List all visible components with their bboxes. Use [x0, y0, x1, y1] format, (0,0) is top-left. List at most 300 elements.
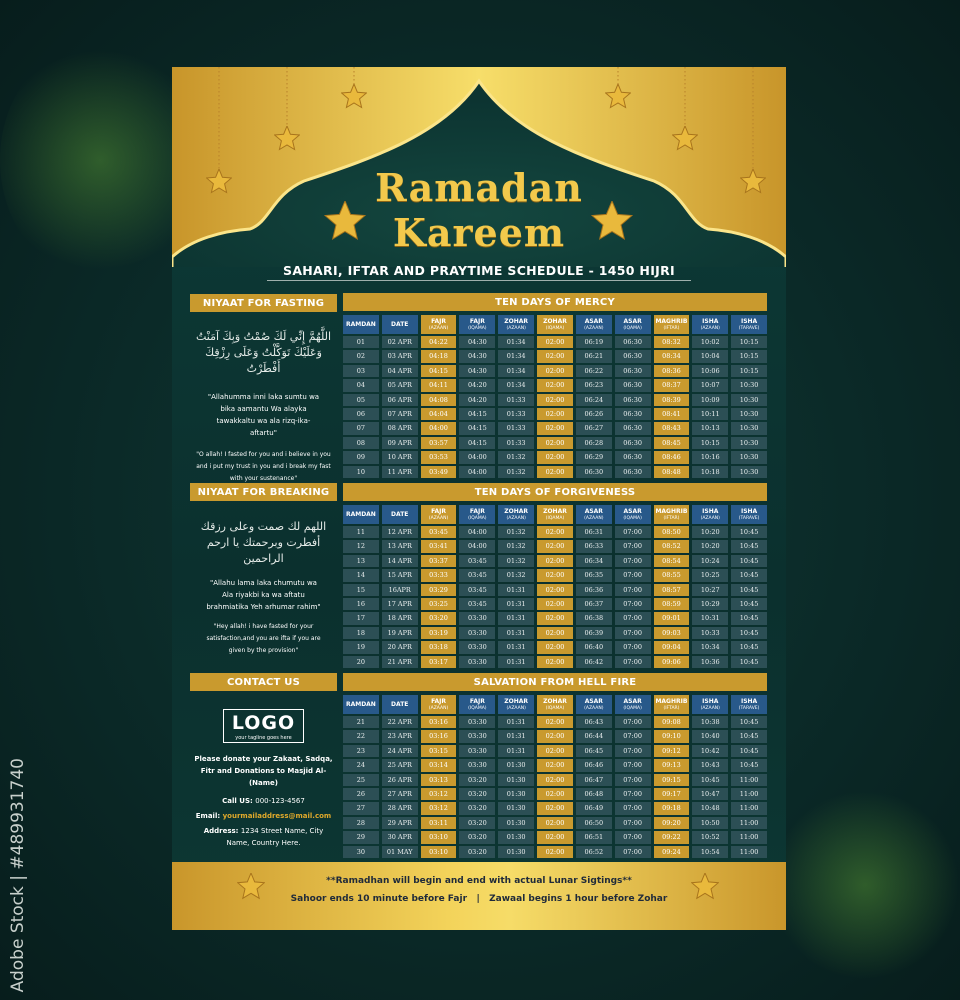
table-cell: 08:57	[654, 584, 690, 596]
stock-id-watermark	[6, 757, 30, 993]
table-cell: 02:00	[537, 437, 573, 449]
table-cell: 16	[343, 598, 379, 610]
email	[190, 810, 337, 822]
column-header-label: MAGHRIB	[655, 317, 688, 325]
table-cell: 02:00	[537, 745, 573, 757]
column-header-sublabel: (AZAAN)	[584, 325, 604, 331]
table-cell: 10:13	[692, 422, 728, 434]
column-header	[731, 315, 767, 334]
column-header-label: ZOHAR	[504, 697, 529, 705]
table-cell: 10:18	[692, 466, 728, 478]
table-cell: 03:14	[421, 759, 457, 771]
table-cell: 02:00	[537, 759, 573, 771]
table-cell: 01:31	[498, 730, 534, 742]
table-cell: 06:37	[576, 598, 612, 610]
table-cell: 10:29	[692, 598, 728, 610]
table-cell: 01:34	[498, 336, 534, 348]
table-cell: 01:33	[498, 422, 534, 434]
table-cell: 28 APR	[382, 802, 418, 814]
table-cell: 10:11	[692, 408, 728, 420]
table-cell: 09:08	[654, 716, 690, 728]
table-cell: 02:00	[537, 394, 573, 406]
table-cell: 01:30	[498, 774, 534, 786]
table-cell: 22 APR	[382, 716, 418, 728]
column-header-sublabel: (IQAMA)	[545, 515, 565, 521]
contact-us-heading: CONTACT US	[190, 673, 337, 691]
table-cell: 03:45	[459, 584, 495, 596]
table-cell: 07:00	[615, 612, 651, 624]
email-label: Email:	[195, 812, 221, 820]
table-cell: 01:32	[498, 526, 534, 538]
table-cell: 21 APR	[382, 656, 418, 668]
column-header	[731, 505, 767, 524]
table-cell: 02:00	[537, 451, 573, 463]
table-cell: 10:45	[731, 641, 767, 653]
table-cell: 06:23	[576, 379, 612, 391]
table-cell: 10:06	[692, 365, 728, 377]
table-cell: 03:20	[459, 817, 495, 829]
table-cell: 06:47	[576, 774, 612, 786]
column-header-sublabel: (IFTAR)	[663, 515, 680, 521]
table-cell: 15 APR	[382, 569, 418, 581]
column-header	[459, 505, 495, 524]
table-cell: 30 APR	[382, 831, 418, 843]
table-cell: 06:35	[576, 569, 612, 581]
table-cell: 10:45	[731, 598, 767, 610]
table-cell: 06:30	[615, 336, 651, 348]
table-cell: 20	[343, 656, 379, 668]
table-cell: 01	[343, 336, 379, 348]
table-cell: 13	[343, 555, 379, 567]
logo-text: LOGO	[231, 712, 296, 734]
table-cell: 02:00	[537, 350, 573, 362]
table-cell: 08:37	[654, 379, 690, 391]
table-cell: 02 APR	[382, 336, 418, 348]
table-cell: 04:00	[421, 422, 457, 434]
table-cell: 10:04	[692, 350, 728, 362]
column-header	[382, 695, 418, 714]
table-cell: 02:00	[537, 598, 573, 610]
table-cell: 06:44	[576, 730, 612, 742]
column-header-label: FAJR	[431, 697, 446, 705]
table-cell: 01:31	[498, 627, 534, 639]
table-cell: 10:45	[731, 730, 767, 742]
table-cell: 01 MAY	[382, 846, 418, 858]
table-cell: 10:30	[731, 466, 767, 478]
table-cell: 03:20	[459, 831, 495, 843]
table-cell: 18	[343, 627, 379, 639]
table-cell: 10:15	[692, 437, 728, 449]
donate-text: Please donate your Zakaat, Sadqa, Fitr and Donations to Masjid Al-(Name)	[194, 755, 333, 787]
table-cell: 11:00	[731, 774, 767, 786]
ramadan-schedule-poster	[172, 67, 786, 930]
table-cell: 04:00	[459, 540, 495, 552]
star-ornament-icon	[237, 873, 265, 905]
column-header	[459, 315, 495, 334]
table-cell: 03:16	[421, 716, 457, 728]
table-cell: 02:00	[537, 526, 573, 538]
table-cell: 15	[343, 584, 379, 596]
column-header-label: ISHA	[740, 317, 758, 325]
column-header-label: ASAR	[623, 317, 642, 325]
table-cell: 02:00	[537, 716, 573, 728]
star-ornament-icon	[605, 84, 631, 114]
column-header-label: ISHA	[702, 507, 719, 515]
column-header-sublabel: (IQAMA)	[468, 325, 487, 331]
table-cell: 05 APR	[382, 379, 418, 391]
column-header	[421, 505, 457, 524]
column-header-label: ASAR	[623, 507, 642, 515]
table-cell: 10:30	[731, 437, 767, 449]
table-cell: 10:24	[692, 555, 728, 567]
table-cell: 20 APR	[382, 641, 418, 653]
table-cell: 01:32	[498, 540, 534, 552]
column-header-label: ZOHAR	[543, 507, 567, 515]
table-cell: 10:45	[731, 555, 767, 567]
table-cell: 02:00	[537, 817, 573, 829]
table-cell: 01:31	[498, 745, 534, 757]
table-cell: 06:39	[576, 627, 612, 639]
niyaat-fasting-heading: NIYAAT FOR FASTING	[190, 294, 337, 312]
column-header-sublabel: (TARAVE)	[738, 515, 760, 521]
email-link[interactable]: yourmailaddress@mail.com	[222, 812, 332, 820]
table-cell: 08	[343, 437, 379, 449]
table-cell: 06:49	[576, 802, 612, 814]
table-cell: 06:46	[576, 759, 612, 771]
stock-id-text: Adobe Stock | #489931740	[8, 757, 28, 993]
table-cell: 06:30	[615, 466, 651, 478]
table-cell: 01:31	[498, 612, 534, 624]
table-cell: 28	[343, 817, 379, 829]
table-cell: 03:18	[421, 641, 457, 653]
table-cell: 10:15	[731, 350, 767, 362]
schedule-table	[343, 505, 767, 668]
table-cell: 03:30	[459, 627, 495, 639]
table-cell: 03:10	[421, 831, 457, 843]
table-cell: 29 APR	[382, 817, 418, 829]
breaking-transliteration: "Allahu lama laka chumutu wa Ala riyakbi ka wa aftatu brahmiatika Yeh arhumar rahim"	[206, 579, 321, 611]
column-header-label: ZOHAR	[543, 317, 567, 325]
table-cell: 04 APR	[382, 365, 418, 377]
table-cell: 25	[343, 774, 379, 786]
table-cell: 01:30	[498, 788, 534, 800]
table-cell: 02:00	[537, 555, 573, 567]
table-cell: 10:45	[731, 759, 767, 771]
column-header	[692, 315, 728, 334]
address	[190, 825, 337, 849]
table-cell: 10:02	[692, 336, 728, 348]
table-cell: 03:17	[421, 656, 457, 668]
table-cell: 04:11	[421, 379, 457, 391]
logo-tagline: your tagline goes here	[235, 735, 292, 741]
table-cell: 07	[343, 422, 379, 434]
column-header-sublabel: (IQAMA)	[623, 705, 642, 711]
table-cell: 12	[343, 540, 379, 552]
table-cell: 01:32	[498, 451, 534, 463]
table-cell: 03:10	[421, 846, 457, 858]
table-cell: 06:30	[615, 422, 651, 434]
table-cell: 02:00	[537, 641, 573, 653]
table-cell: 11 APR	[382, 466, 418, 478]
table-cell: 03:13	[421, 774, 457, 786]
table-cell: 03:49	[421, 466, 457, 478]
table-cell: 03:20	[459, 846, 495, 858]
table-cell: 07:00	[615, 716, 651, 728]
column-header-label: ZOHAR	[504, 507, 529, 515]
bokeh-glow	[0, 40, 200, 280]
table-cell: 06	[343, 408, 379, 420]
table-cell: 09:24	[654, 846, 690, 858]
table-cell: 06:51	[576, 831, 612, 843]
table-cell: 11:00	[731, 802, 767, 814]
table-cell: 03:33	[421, 569, 457, 581]
table-cell: 10	[343, 466, 379, 478]
table-cell: 01:30	[498, 759, 534, 771]
table-cell: 06:27	[576, 422, 612, 434]
table-cell: 01:31	[498, 641, 534, 653]
table-cell: 04:22	[421, 336, 457, 348]
column-header-sublabel: (AZAAN)	[506, 705, 526, 711]
table-cell: 08:32	[654, 336, 690, 348]
table-cell: 11:00	[731, 846, 767, 858]
divider	[267, 280, 691, 281]
table-cell: 02:00	[537, 422, 573, 434]
column-header-label: RAMDAN	[345, 701, 376, 708]
column-header	[343, 505, 379, 524]
column-header-label: FAJR	[431, 507, 446, 515]
table-cell: 04:00	[459, 526, 495, 538]
table-cell: 03 APR	[382, 350, 418, 362]
table-cell: 07:00	[615, 627, 651, 639]
section-title: SALVATION FROM HELL FIRE	[343, 673, 767, 691]
column-header-label: ZOHAR	[504, 317, 529, 325]
table-cell: 06:33	[576, 540, 612, 552]
call-us	[190, 795, 337, 807]
table-cell: 03:11	[421, 817, 457, 829]
table-cell: 10:45	[731, 627, 767, 639]
table-cell: 10:45	[731, 656, 767, 668]
column-header-label: ZOHAR	[543, 697, 567, 705]
zawaal-note: Zawaal begins 1 hour before Zohar	[489, 894, 668, 904]
table-cell: 24	[343, 759, 379, 771]
table-cell: 07:00	[615, 745, 651, 757]
table-cell: 04:15	[421, 365, 457, 377]
table-cell: 03:45	[459, 555, 495, 567]
table-cell: 06:28	[576, 437, 612, 449]
table-cell: 13 APR	[382, 540, 418, 552]
table-cell: 06:36	[576, 584, 612, 596]
table-cell: 02:00	[537, 774, 573, 786]
table-cell: 02:00	[537, 846, 573, 858]
table-cell: 06:52	[576, 846, 612, 858]
column-header-label: FAJR	[469, 697, 485, 705]
column-header-sublabel: (AZAAN)	[700, 325, 720, 331]
phone-number[interactable]: 000-123-4567	[255, 797, 305, 805]
column-header	[498, 505, 534, 524]
column-header	[615, 505, 651, 524]
table-cell: 06:48	[576, 788, 612, 800]
table-cell: 06:29	[576, 451, 612, 463]
table-cell: 07:00	[615, 788, 651, 800]
column-header-label: ISHA	[702, 317, 719, 325]
table-cell: 03:16	[421, 730, 457, 742]
address-label: Address:	[203, 827, 239, 835]
table-cell: 23 APR	[382, 730, 418, 742]
column-header-sublabel: (AZAAN)	[428, 705, 449, 711]
table-cell: 06:31	[576, 526, 612, 538]
column-header-label: FAJR	[469, 317, 485, 325]
column-header	[615, 695, 651, 714]
table-cell: 09:20	[654, 817, 690, 829]
table-cell: 10:36	[692, 656, 728, 668]
table-cell: 04:30	[459, 365, 495, 377]
niyaat-breaking-block	[190, 519, 337, 657]
table-cell: 12 APR	[382, 526, 418, 538]
table-cell: 10:07	[692, 379, 728, 391]
star-ornament-icon	[672, 126, 698, 156]
table-cell: 04:00	[459, 466, 495, 478]
table-cell: 02:00	[537, 788, 573, 800]
table-cell: 25 APR	[382, 759, 418, 771]
table-cell: 10:16	[692, 451, 728, 463]
table-cell: 06:38	[576, 612, 612, 624]
table-cell: 07:00	[615, 641, 651, 653]
table-cell: 01:31	[498, 656, 534, 668]
column-header	[343, 695, 379, 714]
column-header-sublabel: (TARAVE)	[738, 325, 760, 331]
schedule-table	[343, 315, 767, 478]
column-header	[731, 695, 767, 714]
table-cell: 06:30	[615, 350, 651, 362]
table-cell: 08:43	[654, 422, 690, 434]
star-ornament-icon	[341, 84, 367, 114]
column-header-label: FAJR	[431, 317, 446, 325]
table-cell: 06:30	[576, 466, 612, 478]
table-cell: 10:30	[731, 379, 767, 391]
table-cell: 02:00	[537, 656, 573, 668]
column-header	[576, 315, 612, 334]
table-cell: 08:50	[654, 526, 690, 538]
table-cell: 02:00	[537, 569, 573, 581]
table-cell: 03:37	[421, 555, 457, 567]
table-cell: 03:20	[459, 788, 495, 800]
table-cell: 10:45	[731, 612, 767, 624]
star-ornament-icon	[691, 873, 719, 905]
table-cell: 02:00	[537, 730, 573, 742]
fasting-translation: "O allah! I fasted for you and i believe in you and i put my trust in you and i break my fast with your sustenance"	[196, 451, 331, 482]
separator: |	[476, 894, 480, 904]
column-header	[498, 695, 534, 714]
table-cell: 04:04	[421, 408, 457, 420]
column-header-label: ASAR	[584, 507, 603, 515]
table-cell: 07:00	[615, 774, 651, 786]
table-cell: 01:31	[498, 598, 534, 610]
table-cell: 04	[343, 379, 379, 391]
column-header	[421, 315, 457, 334]
column-header	[576, 505, 612, 524]
column-header-label: MAGHRIB	[655, 697, 688, 705]
table-cell: 01:33	[498, 437, 534, 449]
table-cell: 01:30	[498, 831, 534, 843]
table-cell: 10 APR	[382, 451, 418, 463]
table-cell: 04:20	[459, 379, 495, 391]
table-cell: 06:42	[576, 656, 612, 668]
table-cell: 18 APR	[382, 612, 418, 624]
column-header-sublabel: (AZAAN)	[584, 515, 604, 521]
column-header	[654, 505, 690, 524]
table-cell: 02:00	[537, 336, 573, 348]
column-header-sublabel: (IQAMA)	[623, 515, 642, 521]
table-cell: 04:00	[459, 451, 495, 463]
table-cell: 03:30	[459, 641, 495, 653]
table-cell: 07:00	[615, 730, 651, 742]
table-cell: 10:20	[692, 526, 728, 538]
column-header-sublabel: (IQAMA)	[468, 515, 487, 521]
column-header-sublabel: (AZAAN)	[700, 705, 720, 711]
table-cell: 09	[343, 451, 379, 463]
table-cell: 02:00	[537, 466, 573, 478]
table-cell: 02:00	[537, 540, 573, 552]
section-title: TEN DAYS OF MERCY	[343, 293, 767, 311]
table-cell: 05	[343, 394, 379, 406]
column-header-sublabel: (AZAAN)	[584, 705, 604, 711]
table-cell: 08:34	[654, 350, 690, 362]
table-cell: 02	[343, 350, 379, 362]
table-cell: 01:34	[498, 379, 534, 391]
table-cell: 11:00	[731, 788, 767, 800]
table-cell: 02:00	[537, 831, 573, 843]
table-cell: 10:34	[692, 641, 728, 653]
table-cell: 03:30	[459, 716, 495, 728]
table-cell: 09:17	[654, 788, 690, 800]
table-cell: 08:45	[654, 437, 690, 449]
table-cell: 17 APR	[382, 598, 418, 610]
table-cell: 09:18	[654, 802, 690, 814]
table-cell: 06:30	[615, 365, 651, 377]
table-cell: 10:45	[731, 569, 767, 581]
column-header	[421, 695, 457, 714]
table-cell: 09:04	[654, 641, 690, 653]
table-cell: 19 APR	[382, 627, 418, 639]
breaking-arabic-dua: اللهم لك صمت وعلى رزقك أفطرت وبرحمتك يا ارحم الراحمين	[200, 520, 327, 565]
bokeh-glow	[770, 790, 960, 980]
title-ramadan: Ramadan	[375, 165, 583, 210]
column-header-sublabel: (AZAAN)	[506, 325, 526, 331]
table-cell: 06:30	[615, 379, 651, 391]
table-cell: 08:52	[654, 540, 690, 552]
table-cell: 01:31	[498, 716, 534, 728]
table-cell: 04:30	[459, 350, 495, 362]
table-cell: 29	[343, 831, 379, 843]
table-cell: 08 APR	[382, 422, 418, 434]
table-cell: 04:15	[459, 437, 495, 449]
table-cell: 06:30	[615, 451, 651, 463]
sahoor-note: Sahoor ends 10 minute before Fajr	[290, 894, 468, 904]
table-cell: 10:52	[692, 831, 728, 843]
contact-block	[190, 703, 337, 849]
table-cell: 01:32	[498, 569, 534, 581]
table-cell: 24 APR	[382, 745, 418, 757]
column-header	[692, 695, 728, 714]
table-cell: 08:48	[654, 466, 690, 478]
table-cell: 01:30	[498, 817, 534, 829]
column-header	[343, 315, 379, 334]
table-cell: 10:38	[692, 716, 728, 728]
column-header-sublabel: (IQAMA)	[623, 325, 642, 331]
table-cell: 07:00	[615, 817, 651, 829]
table-cell: 10:50	[692, 817, 728, 829]
table-cell: 06:26	[576, 408, 612, 420]
